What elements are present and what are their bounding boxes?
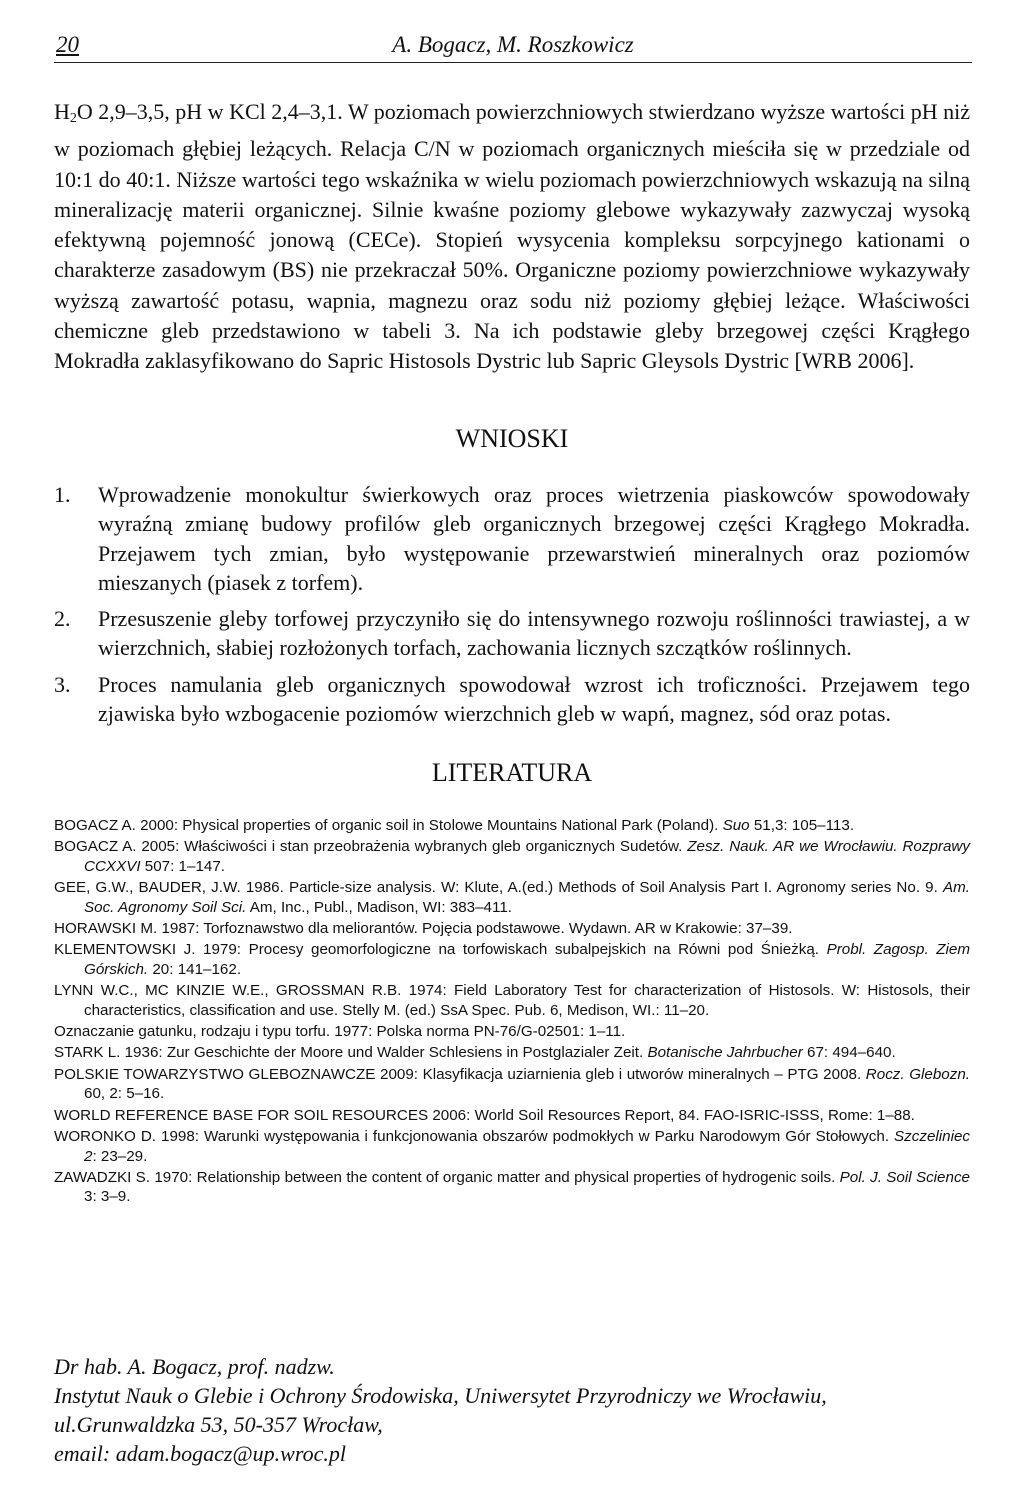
ref-tail: 60, 2: 5–16. [84,1085,165,1103]
h2o-symbol: H [54,99,70,124]
conclusions-heading: WNIOSKI [455,424,569,453]
conclusions-list [54,480,970,735]
ref-tail: 507: 1–147. [140,857,225,875]
ref-text: GEE, G.W., BAUDER, J.W. 1986. Particle-size analysis. W: Klute, A.(ed.) Methods of Soil Analysis Part I. Agronomy series No. 9. [54,879,943,897]
ref-source: Suo [722,817,750,834]
ref-source: Rocz. Glebozn. [865,1065,970,1083]
ref-text: WORLD REFERENCE BASE FOR SOIL RESOURCES 2006: World Soil Resources Report, 84. FAO-ISRIC-ISSS, Rome: 1–88. [54,1106,915,1124]
conclusion-item [54,604,970,663]
conclusion-text: Proces namulania gleb organicznych spowodował wzrost ich troficzności. Przejawem tego zjawiska było wzbogacenie poziomów wierzchnich gleb w wapń, magnez, sód oraz potas. [98,671,970,727]
ref-tail: : 23–29. [92,1147,148,1165]
ref-source: Pol. J. Soil Science [839,1168,970,1186]
ref-tail: 67: 494–640. [802,1044,896,1062]
ref-text: LYNN W.C., MC KINZIE W.E., GROSSMAN R.B. 1974: Field Laboratory Test for characterization of Histosols. W: Histosols, their characteristics, classification and use. Stelly M. (ed.) SsA Spec. Pub. 6, Medison, WI.: 11–20. [54,982,970,1019]
paragraph-text: O 2,9–3,5, pH w KCl 2,4–3,1. W poziomach powierzchniowych stwierdzano wyższe wartości pH niż w poziomach głębiej leżących. Relacja C/N w poziomach organicznych mieściła się w przedziale od 10:1 do 40:1. Niższe wartości tego wskaźnika w wielu poziomach powierzchniowych wskazują na silną mineralizację materii organicznej. Silnie kwaśne poziomy glebowe wykazywały zazwyczaj wysoką efektywną pojemność jonową (CECe). Stopień wysycenia kompleksu sorpcyjnego kationami o charakterze zasadowym (BS) nie przekraczał 50%. Organiczne poziomy powierzchniowe wykazywały wyższą zawartość potasu, wapnia, magnezu oraz sodu niż poziomy głębiej leżące. Właściwości chemiczne gleb przedstawiono w tabeli 3. Na ich podstawie gleby brzegowej części Krągłego Mokradła zaklasyfikowano do Sapric Histosols Dystric lub Sapric Gleysols Dystric [WRB 2006]. [54,99,970,374]
reference-item [54,816,970,835]
ref-text: KLEMENTOWSKI J. 1979: Procesy geomorfologiczne na torfowiskach subalpejskich na Równi pod Śnieżką. [54,941,827,959]
reference-item [54,1022,970,1041]
conclusion-text: Przesuszenie gleby torfowej przyczyniło się do intensywnego rozwoju roślinności trawiastej, a w wierzchnich, słabiej rozłożonych torfach, zachowania licznych szczątków roślinnych. [98,606,970,661]
conclusion-number: 3. [54,671,71,697]
author-name: Dr hab. A. Bogacz, prof. nadzw. [54,1354,335,1379]
ref-tail: 51,3: 105–113. [749,817,855,834]
h2o-subscript: 2 [69,111,77,126]
ref-source: Zesz. Nauk. AR we Wrocławiu. Rozprawy CCXXVI [84,838,970,875]
reference-item [54,1065,970,1104]
running-head-authors: A. Bogacz, M. Roszkowicz [392,32,634,57]
page-number: 20 [56,32,79,57]
ref-source: Am. Soc. Agronomy Soil Sci. [84,879,970,916]
page-header [54,30,972,63]
ref-text: Oznaczanie gatunku, rodzaju i typu torfu. 1977: Polska norma PN-76/G-02501: 1–11. [54,1023,626,1041]
conclusion-number: 2. [54,606,71,632]
email-address[interactable]: email: adam.bogacz@up.wroc.pl [54,1441,346,1466]
results-paragraph [54,97,970,377]
ref-tail: Am, Inc., Publ., Madison, WI: 383–411. [246,898,512,916]
reference-item [54,1106,970,1125]
ref-text: BOGACZ A. 2005: Właściwości i stan przeobrażenia wybranych gleb organicznych Sudetów. [54,838,688,856]
ref-source: Probl. Zagosp. Ziem Górskich. [84,941,970,978]
conclusion-number: 1. [54,482,71,507]
conclusion-text: Wprowadzenie monokultur świerkowych oraz proces wietrzenia piaskowców spowodowały wyraźną zmianę budowy profilów gleb organicznych brzegowej części Krągłego Mokradła. Przejawem tych zmian, było występowanie przewarstwień mineralnych oraz poziomów mieszanych (piasek z torfem). [98,482,970,595]
reference-item [54,837,970,876]
conclusion-item [54,670,970,729]
reference-list [54,816,970,1209]
ref-text: HORAWSKI M. 1987: Torfoznawstwo dla meliorantów. Pojęcia podstawowe. Wydawn. AR w Krakowie: 37–39. [54,920,793,938]
ref-text: WORONKO D. 1998: Warunki występowania i funkcjonowania obszarów podmokłych w Parku Narodowym Gór Stołowych. [54,1128,895,1146]
author-affiliation [54,1352,970,1468]
reference-item [54,940,970,979]
ref-text: POLSKIE TOWARZYSTWO GLEBOZNAWCZE 2009: Klasyfikacja uziarnienia gleb i utworów mineralnych – PTG 2008. [54,1065,866,1083]
ref-text: ZAWADZKI S. 1970: Relationship between the content of organic matter and physical properties of hydrogenic soils. [54,1168,840,1186]
reference-item [54,1127,970,1166]
postal-address: ul.Grunwaldzka 53, 50-357 Wrocław, [54,1412,383,1437]
ref-tail: 3: 3–9. [84,1188,131,1206]
ref-source: Botanische Jahrbucher [647,1044,803,1062]
literature-heading: LITERATURA [431,758,593,787]
conclusion-item [54,480,970,597]
reference-item [54,1168,970,1207]
reference-item [54,981,970,1020]
ref-text: STARK L. 1936: Zur Geschichte der Moore und Walder Schlesiens in Postglazialer Zeit. [54,1044,648,1062]
ref-text: BOGACZ A. 2000: Physical properties of organic soil in Stolowe Mountains National Park (Poland). [54,817,723,834]
reference-item [54,919,970,938]
reference-item [54,878,970,917]
reference-item [54,1043,970,1062]
ref-source: Szczeliniec 2 [84,1128,970,1165]
institute-name: Instytut Nauk o Glebie i Ochrony Środowiska, Uniwersytet Przyrodniczy we Wrocławiu, [54,1383,827,1408]
ref-tail: 20: 141–162. [148,960,242,978]
